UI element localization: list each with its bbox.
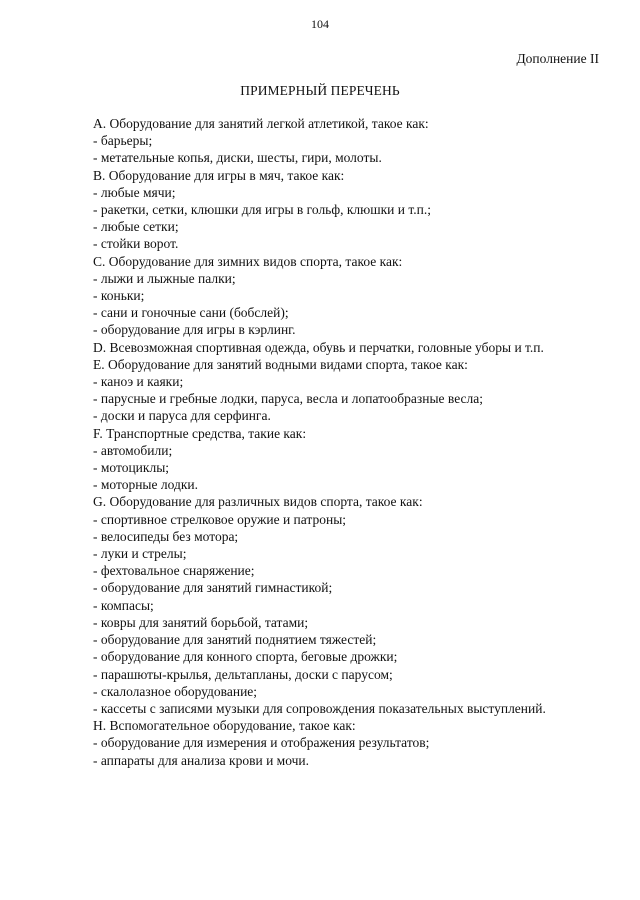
list-item: - метательные копья, диски, шесты, гири, молоты. (93, 150, 382, 166)
list-item: - велосипеды без мотора; (93, 528, 239, 544)
section-c-heading: С. Оборудование для зимних видов спорта, такое как: (93, 253, 403, 269)
list-item: - лыжи и лыжные палки; (93, 270, 236, 286)
list-item: - любые мячи; (93, 184, 176, 200)
list-item: - парашюты-крылья, дельтапланы, доски с парусом; (93, 666, 393, 682)
section-a-heading: А. Оборудование для занятий легкой атлетикой, такое как: (93, 116, 429, 131)
list-item: - оборудование для конного спорта, беговые дрожки; (93, 649, 398, 665)
section-g-heading: G. Оборудование для различных видов спорта, такое как: (93, 494, 423, 510)
list-item: - скалолазное оборудование; (93, 683, 258, 699)
list-item: - аппараты для анализа крови и мочи. (93, 752, 310, 768)
page-title: ПРИМЕРНЫЙ ПЕРЕЧЕНЬ (240, 83, 400, 98)
page-number: 104 (311, 17, 329, 31)
list-item: - оборудование для игры в кэрлинг. (93, 322, 296, 338)
list-item: - ковры для занятий борьбой, татами; (93, 614, 309, 630)
list-item: - фехтовальное снаряжение; (93, 563, 255, 579)
list-item: - оборудование для занятий поднятием тяжестей; (93, 632, 377, 648)
list-item: - автомобили; (93, 442, 173, 458)
list-item: - доски и паруса для серфинга. (93, 408, 271, 424)
section-e-heading: Е. Оборудование для занятий водными видами спорта, такое как: (93, 356, 468, 372)
list-item: - оборудование для занятий гимнастикой; (93, 580, 333, 596)
list-item: - любые сетки; (93, 219, 179, 235)
list-item: - коньки; (93, 288, 145, 304)
list-item: - ракетки, сетки, клюшки для игры в гольф, клюшки и т.п.; (93, 202, 431, 218)
section-h-heading: Н. Вспомогательное оборудование, такое как: (93, 718, 356, 734)
list-item: - сани и гоночные сани (бобслей); (93, 305, 289, 321)
list-item: - каноэ и каяки; (93, 374, 184, 390)
list-item: - кассеты с записями музыки для сопровождения показательных выступлений. (93, 700, 546, 716)
list-item: - луки и стрелы; (93, 546, 187, 562)
list-item: - мотоциклы; (93, 460, 170, 476)
list-item: - оборудование для измерения и отображения результатов; (93, 735, 430, 751)
list-item: - спортивное стрелковое оружие и патроны; (93, 511, 347, 527)
section-b-heading: В. Оборудование для игры в мяч, такое как: (93, 167, 345, 183)
list-item: - барьеры; (93, 133, 153, 149)
list-item: - моторные лодки. (93, 477, 198, 493)
list-item: - стойки ворот. (93, 236, 179, 252)
list-item: - компасы; (93, 597, 154, 613)
section-d-heading: D. Всевозможная спортивная одежда, обувь и перчатки, головные уборы и т.п. (93, 339, 544, 355)
appendix-label: Дополнение II (516, 51, 599, 66)
list-item: - парусные и гребные лодки, паруса, весла и лопатообразные весла; (93, 391, 484, 407)
section-f-heading: F. Транспортные средства, такие как: (93, 425, 307, 441)
equipment-list (93, 115, 613, 769)
